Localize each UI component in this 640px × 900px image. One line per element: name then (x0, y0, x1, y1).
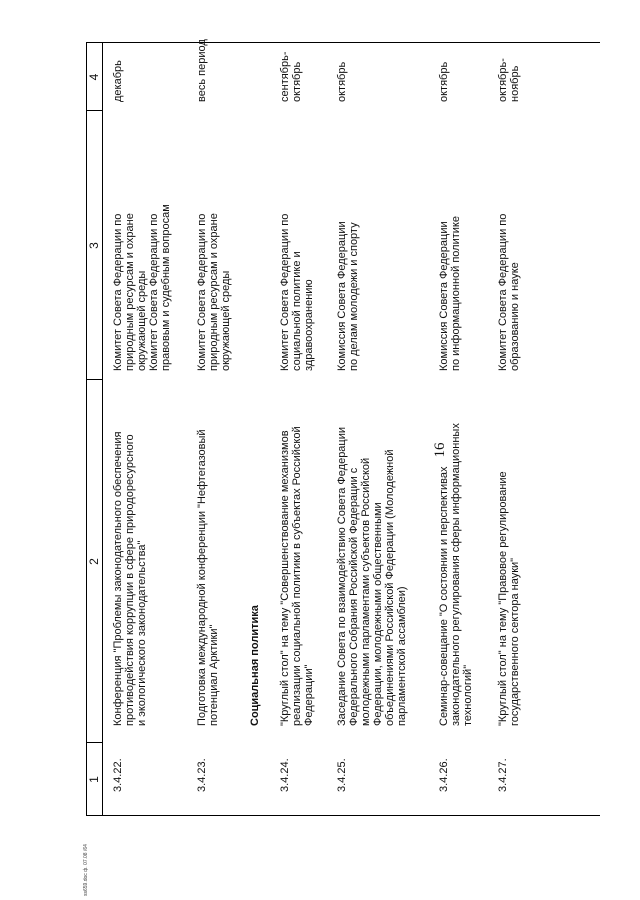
row-number: 3.4.27. (497, 758, 509, 792)
section-title: Социальная политика (249, 605, 261, 726)
footer-code: ss659.doc ф. 07.08 /64 (83, 844, 89, 896)
column-number: 3 (87, 242, 101, 249)
event-term: декабрь (112, 60, 124, 102)
column-number: 1 (87, 776, 101, 783)
event-term: октябрь (438, 61, 450, 102)
row-number: 3.4.26. (438, 758, 450, 792)
row-number: 3.4.23. (196, 758, 208, 792)
event-description: "Круглый стол" на тему "Правовое регулирование государственного сектора науки" (497, 471, 521, 726)
responsible-committee: Комитет Совета Федерации по образованию и науке (497, 213, 521, 371)
column-number: 2 (87, 558, 101, 565)
responsible-committee: Комиссия Совета Федерации по делам молодежи и спорту (336, 221, 360, 371)
event-term: октябрь- ноябрь (497, 58, 521, 102)
row-number: 3.4.24. (279, 758, 291, 792)
table-border-right (86, 42, 600, 43)
responsible-committee: Комиссия Совета Федерации по информационной политике (438, 216, 462, 371)
responsible-committee: Комитет Совета Федерации по социальной политике и здравоохранению (279, 213, 315, 371)
responsible-committee: Комитет Совета Федерации по природным ресурсам и охране окружающей среды Комитет Совета Федерации по правовым и судебным вопросам (112, 204, 172, 371)
responsible-committee: Комитет Совета Федерации по природным ресурсам и охране окружающей среды (196, 213, 232, 371)
page-number: 16 (432, 442, 448, 458)
event-description: Конференция "Проблемы законодательного обеспечения противодействия коррупции в сфере природоресурсного и экологического законодательства" (112, 431, 148, 726)
table-border-left (86, 815, 600, 816)
event-description: Заседание Совета по взаимодействию Совета Федерации Федерального Собрания Российской Федерации с молодежными парламентами субъектов Российской Федерации, молодежными общественными объединениями Российской Федерации (Молодежной парламентской ассамблеи) (336, 426, 408, 726)
event-description: Подготовка международной конференции "Нефтегазовый потенциал Арктики" (196, 429, 220, 726)
event-term: октябрь (336, 61, 348, 102)
event-term: весь период (196, 39, 208, 102)
event-term: сентябрь- октябрь (279, 51, 303, 102)
row-number: 3.4.25. (336, 758, 348, 792)
row-number: 3.4.22. (112, 758, 124, 792)
event-description: "Круглый стол" на тему "Совершенствование механизмов реализации социальной политики в субъектах Российской Федерации" (279, 426, 315, 726)
event-description: Семинар-совещание "О состоянии и перспективах законодательного регулирования сферы информационных технологий" (438, 423, 474, 726)
column-number: 4 (87, 73, 101, 81)
